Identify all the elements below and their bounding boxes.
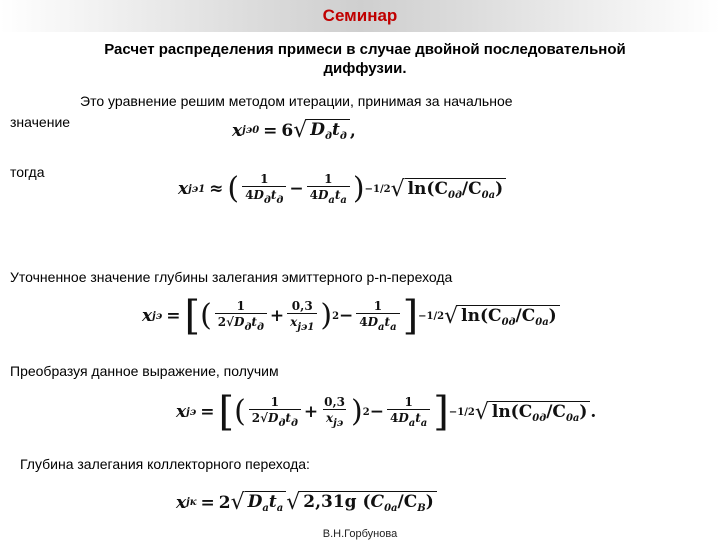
author-footer: В.Н.Горбунова xyxy=(322,528,398,540)
paragraph-collector-depth: Глубина залегания коллекторного перехода: xyxy=(20,456,310,472)
formula-collector-depth: x jк = 2 √ $D_at_a$ √ 2,31g $(C_{0a}/C_B)$ xyxy=(176,490,437,515)
formula-emitter-depth: x jэ = [ ( $\frac{1}{2√D_дt_д}$ + $\frac{0,3}{x_{jэ1}}$ ) 2 − $\frac{1}{4D_at_a}$ ] −1/2 √ $\ln(C_{0д}/C_{0a})$ xyxy=(142,296,560,336)
paragraph-refined-depth: Уточненное значение глубины залегания эмиттерного p-n-перехода xyxy=(10,269,453,285)
formula-first-iteration: x jэ1 ≈ ( $\frac{1}{4D_дt_д}$ − $\frac{1}{4D_at_a}$ ) −1/2 √ $\ln(C_{0д}/C_{0a})$ xyxy=(178,172,506,206)
formula-transformed: x jэ = [ ( $\frac{1}{2√D_дt_д}$ + $\frac{0,3}{x_{jэ}}$ ) 2 − $\frac{1}{4D_at_a}$ ] −1/2 √ $\ln(C_{0д}/C_{0a})$ . xyxy=(176,389,597,435)
paragraph-iteration: Это уравнение решим методом итерации, принимая за начальное xyxy=(80,93,513,109)
paragraph-then: тогда xyxy=(10,164,45,180)
heading-line-1: Расчет распределения примеси в случае двойной последовательной xyxy=(104,41,626,58)
page-title: Семинар xyxy=(322,6,398,25)
heading-line-2: диффузии. xyxy=(323,60,407,77)
paragraph-transform: Преобразуя данное выражение, получим xyxy=(10,363,279,379)
paragraph-initial-value: значение xyxy=(10,114,71,130)
formula-initial-xj: x jэ0 = 6 √ $D_дt_д$ , xyxy=(232,118,356,143)
slide-heading xyxy=(20,40,710,78)
